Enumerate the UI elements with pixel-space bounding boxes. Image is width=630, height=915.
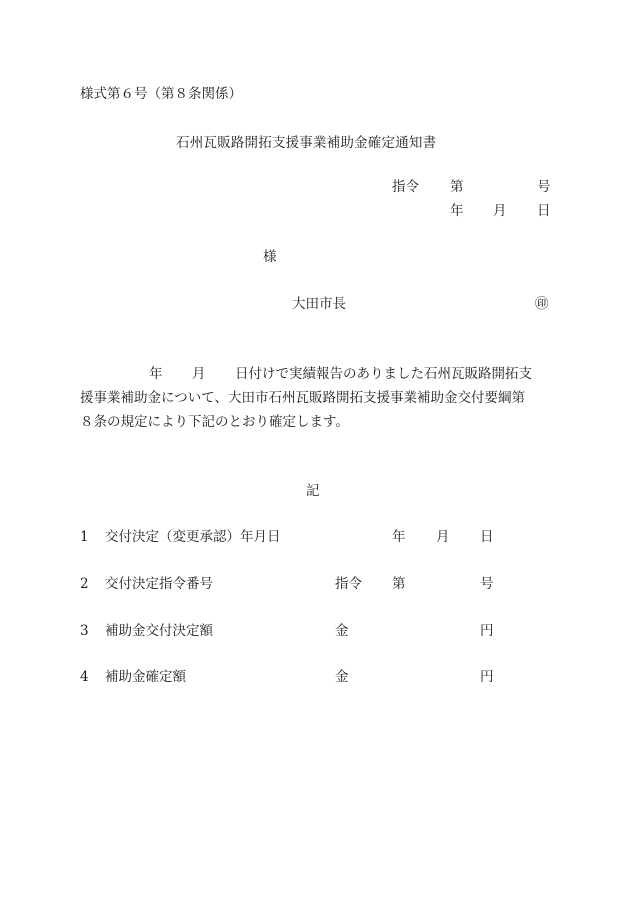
item-kin: 金 [335, 669, 349, 685]
sender-name: 大田市長 [292, 296, 346, 312]
recipient-honorific: 様 [263, 249, 277, 265]
form-number: 様式第６号（第８条関係） [80, 86, 242, 102]
directive-shirei: 指令 [392, 179, 419, 195]
body-line-2: 援事業補助金について、大田市石州瓦販路開拓支援事業補助金交付要綱第 [80, 390, 525, 406]
item-year: 年 [392, 529, 406, 545]
date-year: 年 [450, 203, 464, 219]
item-number: 3 [80, 623, 89, 639]
item-number: 1 [80, 529, 89, 545]
item-dai: 第 [392, 576, 406, 592]
directive-gou: 号 [537, 179, 551, 195]
item-gou: 号 [480, 576, 494, 592]
item-day: 日 [480, 529, 494, 545]
date-day: 日 [537, 203, 551, 219]
item-number: 2 [80, 576, 89, 592]
body-month: 月 [192, 366, 206, 382]
date-month: 月 [493, 203, 507, 219]
document-title: 石州瓦販路開拓支援事業補助金確定通知書 [176, 135, 437, 151]
body-line-3: ８条の規定により下記のとおり確定します。 [80, 414, 349, 430]
item-yen: 円 [480, 669, 494, 685]
item-month: 月 [436, 529, 450, 545]
body-line-1: 日付けで実績報告のありました石州瓦販路開拓支 [235, 366, 532, 382]
item-shirei: 指令 [335, 576, 362, 592]
item-yen: 円 [480, 623, 494, 639]
item-label: 交付決定指令番号 [105, 576, 213, 592]
seal-mark: ㊞ [535, 296, 549, 312]
item-label: 補助金確定額 [105, 669, 186, 685]
item-label: 補助金交付決定額 [105, 623, 213, 639]
body-year: 年 [149, 366, 163, 382]
item-kin: 金 [335, 623, 349, 639]
directive-dai: 第 [450, 179, 464, 195]
item-label: 交付決定（変更承認）年月日 [105, 529, 281, 545]
ki-heading: 記 [306, 483, 320, 499]
item-number: 4 [80, 669, 89, 685]
